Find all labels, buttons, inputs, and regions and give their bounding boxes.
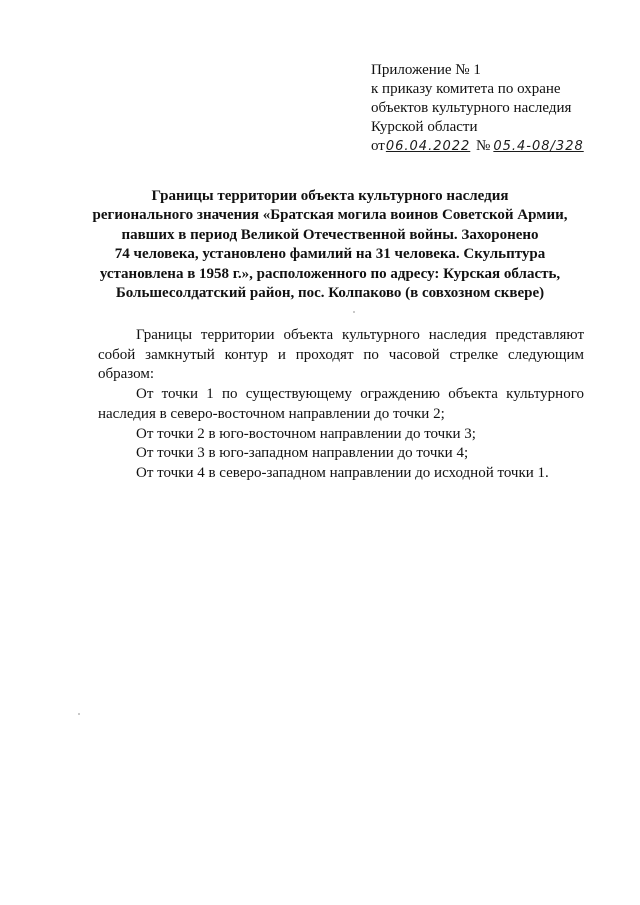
- title-line: 74 человека, установлено фамилий на 31 человека. Скульптура: [114, 246, 546, 263]
- scan-speck: [78, 713, 80, 715]
- title-line: Большесолдатский район, пос. Колпаково (в совхозном сквере): [115, 285, 545, 302]
- scan-speck: [353, 311, 355, 313]
- document-body: [98, 326, 584, 484]
- handwritten-date: 06.04.2022: [385, 139, 471, 154]
- handwritten-order-number: 05.4-08/328: [493, 139, 584, 154]
- body-paragraph: От точки 2 в юго-восточном направлении до точки 3;: [136, 425, 476, 442]
- title-line: Границы территории объекта культурного наследия: [151, 188, 509, 204]
- appendix-order-line: к приказу комитета по охране: [371, 81, 561, 97]
- body-paragraph: Границы территории объекта культурного наследия представляют собой замкнутый контур и проходят по часовой стрелке следующим образом:: [98, 327, 584, 383]
- date-prefix: от: [371, 138, 385, 154]
- body-paragraph: От точки 1 по существующему ограждению объекта культурного наследия в северо-восточном направлении до точки 2;: [98, 386, 584, 422]
- body-paragraph: От точки 4 в северо-западном направлении до исходной точки 1.: [136, 464, 549, 481]
- title-line: установлена в 1958 г.», расположенного по адресу: Курская область,: [99, 265, 561, 282]
- appendix-header: [371, 61, 621, 156]
- appendix-committee-line: объектов культурного наследия: [371, 100, 572, 116]
- title-line: павших в период Великой Отечественной войны. Захоронено: [121, 226, 539, 243]
- appendix-title: Приложение № 1: [371, 62, 481, 78]
- title-line: регионального значения «Братская могила воинов Советской Армии,: [92, 207, 568, 224]
- appendix-region-line: Курской области: [371, 119, 478, 135]
- appendix-date-line: [371, 137, 621, 156]
- number-sign: №: [476, 138, 491, 154]
- body-paragraph: От точки 3 в юго-западном направлении до точки 4;: [136, 445, 469, 462]
- document-title: [70, 187, 590, 303]
